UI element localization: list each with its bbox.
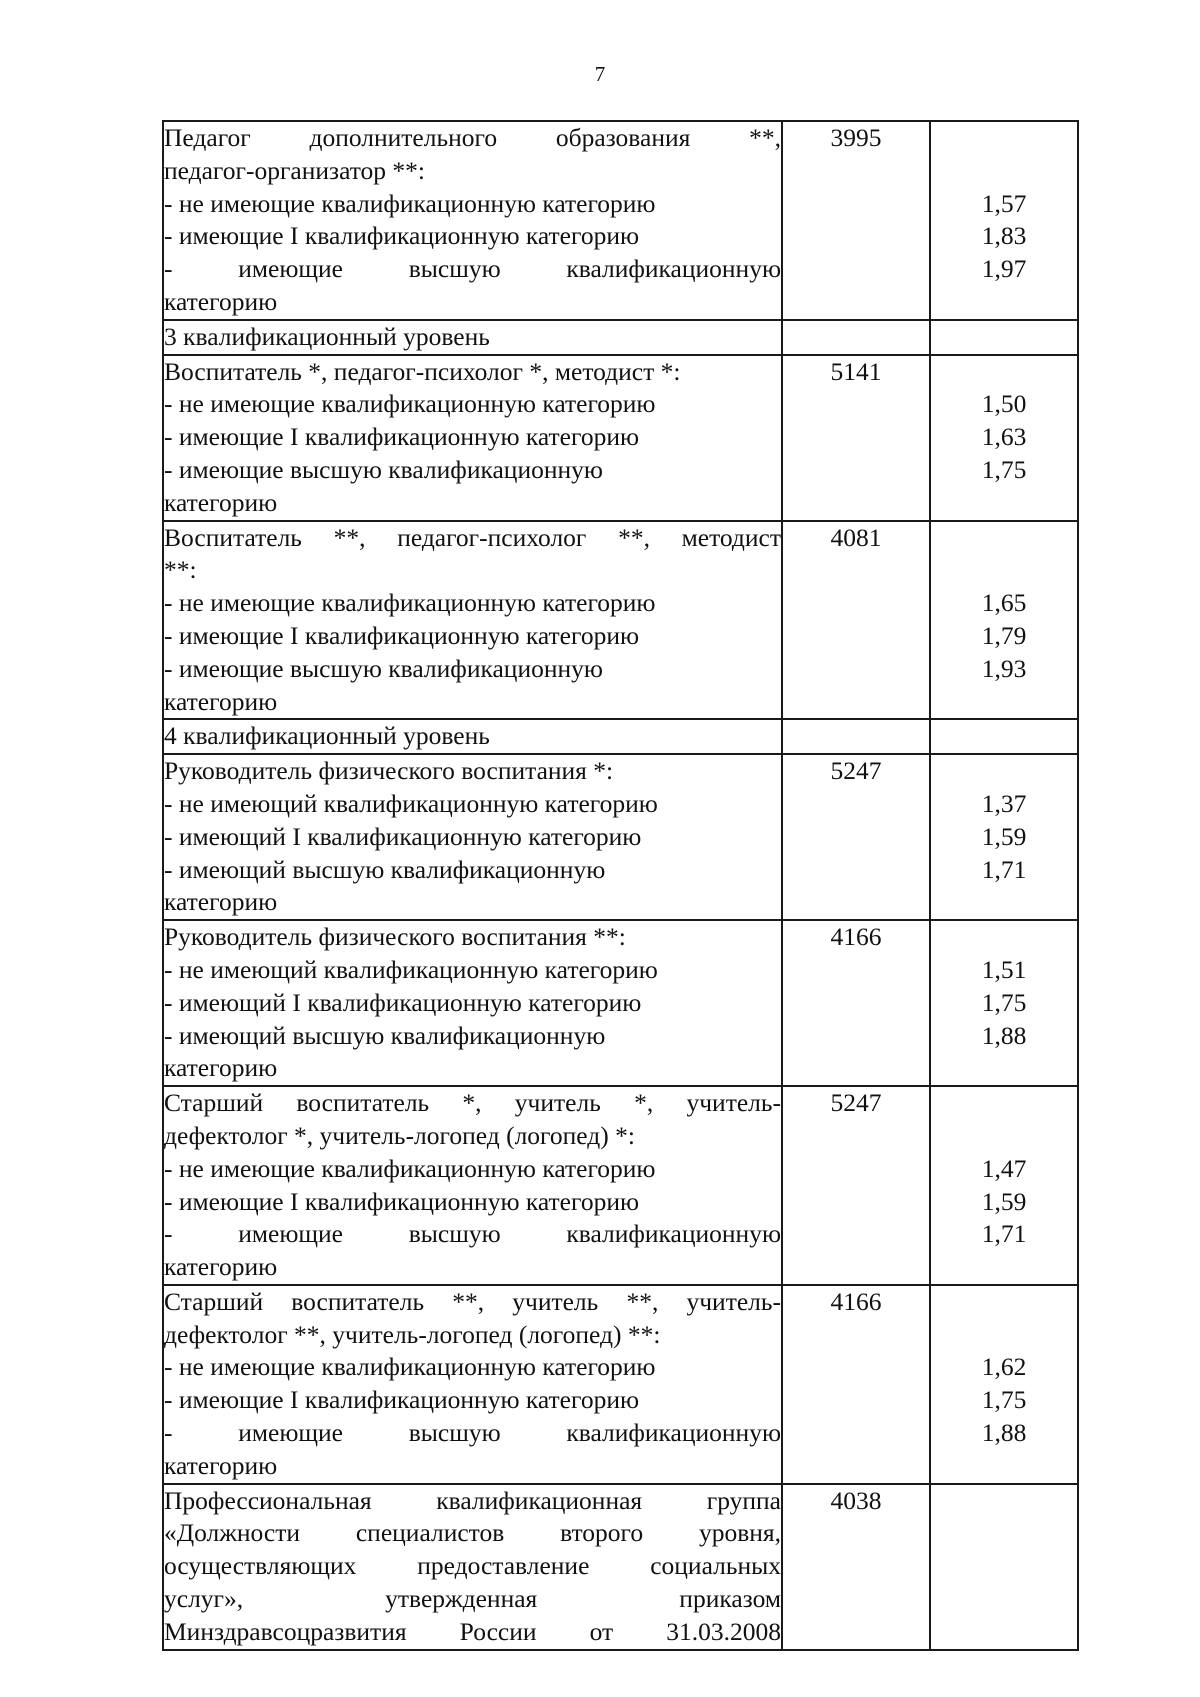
position-row — [163, 1285, 1078, 1484]
blank-line — [931, 122, 1077, 155]
blank-line — [931, 1087, 1077, 1120]
category-line: - имеющие I квалификационную категорию — [164, 221, 640, 251]
base-rate: 4038 — [830, 1485, 882, 1515]
position-title-line: Педагог дополнительного образования **, — [164, 123, 781, 152]
coefficient-cell — [930, 719, 1078, 754]
coefficient-value: 1,50 — [981, 389, 1027, 419]
base-rate: 5141 — [830, 356, 882, 386]
coefficient-cell — [930, 521, 1078, 720]
level-row — [163, 320, 1078, 355]
category-line: категорию — [164, 286, 278, 316]
category-line: - не имеющий квалификационную категорию — [164, 954, 658, 984]
position-title-line: Профессиональная квалификационная группа — [164, 1485, 781, 1515]
description-cell — [163, 521, 782, 720]
blank-line — [931, 1319, 1077, 1352]
position-title-line: педагог-организатор **: — [164, 155, 426, 185]
table-body — [163, 121, 1078, 1650]
category-line: - имеющие I квалификационную категорию — [164, 620, 640, 650]
category-line: категорию — [164, 1252, 278, 1282]
blank-line — [783, 155, 929, 188]
category-line: - не имеющие квалификационную категорию — [164, 588, 656, 618]
position-title-line: Руководитель физического воспитания *: — [164, 756, 614, 786]
category-line: - имеющие высшую квалификационную — [164, 454, 603, 484]
category-line: категорию — [164, 686, 278, 716]
coefficient-value: 1,37 — [981, 788, 1027, 818]
blank-line — [931, 522, 1077, 555]
position-title-line: услуг», утвержденная приказом — [164, 1584, 781, 1614]
coefficient-cell — [930, 754, 1078, 920]
coefficient-value: 1,75 — [981, 454, 1027, 484]
category-line: категорию — [164, 1450, 278, 1480]
base-rate: 4081 — [830, 522, 882, 552]
coefficient-value: 1,88 — [981, 1418, 1027, 1448]
coefficient-value: 1,88 — [981, 1020, 1027, 1050]
position-title-line: Воспитатель **, педагог-психолог **, методист — [164, 522, 781, 552]
rate-cell — [782, 355, 930, 521]
category-line: - имеющие высшую квалификационную — [164, 1219, 781, 1249]
rate-cell — [782, 1285, 930, 1484]
category-line: - не имеющий квалификационную категорию — [164, 788, 658, 818]
category-line: - не имеющие квалификационную категорию — [164, 1153, 656, 1183]
base-rate: 4166 — [830, 922, 882, 952]
coefficient-value: 1,57 — [981, 188, 1027, 218]
rate-cell — [782, 1484, 930, 1650]
description-cell — [163, 1285, 782, 1484]
coefficient-cell — [930, 920, 1078, 1086]
base-rate: 5247 — [830, 756, 882, 786]
description-cell — [163, 920, 782, 1086]
position-row — [163, 920, 1078, 1086]
salary-coefficients-table — [162, 120, 1079, 1651]
base-rate: 4166 — [830, 1286, 882, 1316]
blank-line — [931, 554, 1077, 587]
position-title-line: дефектолог **, учитель-логопед (логопед) **: — [164, 1319, 661, 1349]
coefficient-cell — [930, 1285, 1078, 1484]
blank-line — [783, 1616, 929, 1649]
category-line: категорию — [164, 887, 278, 917]
blank-line — [931, 1485, 1077, 1518]
coefficient-value: 1,59 — [981, 821, 1027, 851]
category-line: категорию — [164, 487, 278, 517]
category-line: - не имеющие квалификационную категорию — [164, 1352, 656, 1382]
coefficient-value: 1,47 — [981, 1153, 1027, 1183]
level-label: 4 квалификационный уровень — [164, 721, 490, 751]
category-line: - имеющий высшую квалификационную — [164, 854, 606, 884]
coefficient-value: 1,59 — [981, 1186, 1027, 1216]
category-line: - имеющие высшую квалификационную — [164, 1418, 781, 1448]
description-cell — [163, 1086, 782, 1285]
base-rate: 5247 — [830, 1088, 882, 1118]
blank-line — [783, 1517, 929, 1550]
coefficient-cell — [930, 1086, 1078, 1285]
level-label: 3 квалификационный уровень — [164, 321, 490, 351]
blank-line — [931, 155, 1077, 188]
coefficient-cell — [930, 121, 1078, 320]
category-line: - имеющий I квалификационную категорию — [164, 987, 642, 1017]
position-row — [163, 754, 1078, 920]
coefficient-value: 1,63 — [981, 422, 1027, 452]
coefficient-value: 1,83 — [981, 221, 1027, 251]
description-cell — [163, 121, 782, 320]
blank-line — [931, 1120, 1077, 1153]
description-cell — [163, 754, 782, 920]
position-title-line: Руководитель физического воспитания **: — [164, 922, 626, 952]
rate-cell — [782, 521, 930, 720]
position-title-line: Минздравсоцразвития России от 31.03.2008 — [164, 1616, 781, 1646]
coefficient-value: 1,75 — [981, 1385, 1027, 1415]
coefficient-value: 1,62 — [981, 1352, 1027, 1382]
coefficient-value: 1,71 — [981, 854, 1027, 884]
position-title-line: дефектолог *, учитель-логопед (логопед) *: — [164, 1120, 635, 1150]
category-line: - имеющие высшую квалификационную — [164, 653, 603, 683]
category-line: - имеющие I квалификационную категорию — [164, 1186, 640, 1216]
description-cell — [163, 355, 782, 521]
coefficient-value: 1,75 — [981, 987, 1027, 1017]
rate-cell — [782, 920, 930, 1086]
coefficient-value: 1,71 — [981, 1219, 1027, 1249]
blank-line — [931, 755, 1077, 788]
coefficient-cell — [930, 320, 1078, 355]
blank-line — [931, 356, 1077, 389]
blank-line — [783, 554, 929, 587]
coefficient-cell — [930, 355, 1078, 521]
blank-line — [931, 921, 1077, 954]
category-line: - не имеющие квалификационную категорию — [164, 188, 656, 218]
category-line: - имеющие I квалификационную категорию — [164, 1385, 640, 1415]
blank-line — [783, 1319, 929, 1352]
blank-line — [931, 1286, 1077, 1319]
position-title-line: Воспитатель *, педагог-психолог *, методист *: — [164, 356, 681, 386]
description-cell — [163, 1484, 782, 1650]
blank-line — [783, 1120, 929, 1153]
position-title-line: Старший воспитатель *, учитель *, учитель- — [164, 1088, 781, 1118]
coefficient-value: 1,97 — [981, 254, 1027, 284]
blank-line — [931, 1583, 1077, 1616]
coefficient-value: 1,65 — [981, 588, 1027, 618]
rate-cell — [782, 320, 930, 355]
rate-cell — [782, 121, 930, 320]
level-label-cell — [163, 320, 782, 355]
position-title-line: «Должности специалистов второго уровня, — [164, 1518, 781, 1548]
level-label-cell — [163, 719, 782, 754]
coefficient-value: 1,93 — [981, 653, 1027, 683]
category-line: - не имеющие квалификационную категорию — [164, 389, 656, 419]
rate-cell — [782, 719, 930, 754]
page-number: 7 — [594, 62, 606, 86]
base-rate: 3995 — [830, 123, 882, 152]
category-line: - имеющий I квалификационную категорию — [164, 821, 642, 851]
blank-line — [783, 1550, 929, 1583]
position-title-line: осуществляющих предоставление социальных — [164, 1551, 781, 1581]
coefficient-value: 1,51 — [981, 954, 1027, 984]
position-title-line: Старший воспитатель **, учитель **, учитель- — [164, 1286, 781, 1316]
position-row — [163, 521, 1078, 720]
level-row — [163, 719, 1078, 754]
rate-cell — [782, 1086, 930, 1285]
category-line: - имеющий высшую квалификационную — [164, 1020, 606, 1050]
blank-line — [783, 1583, 929, 1616]
blank-line — [931, 1616, 1077, 1649]
position-title-line: **: — [164, 555, 197, 585]
rate-cell — [782, 754, 930, 920]
coefficient-value: 1,79 — [981, 620, 1027, 650]
coefficient-cell — [930, 1484, 1078, 1650]
position-row — [163, 121, 1078, 320]
category-line: - имеющие I квалификационную категорию — [164, 422, 640, 452]
position-row — [163, 1086, 1078, 1285]
group-row — [163, 1484, 1078, 1650]
blank-line — [931, 1517, 1077, 1550]
blank-line — [931, 1550, 1077, 1583]
position-row — [163, 355, 1078, 521]
category-line: - имеющие высшую квалификационную — [164, 254, 781, 284]
category-line: категорию — [164, 1053, 278, 1083]
